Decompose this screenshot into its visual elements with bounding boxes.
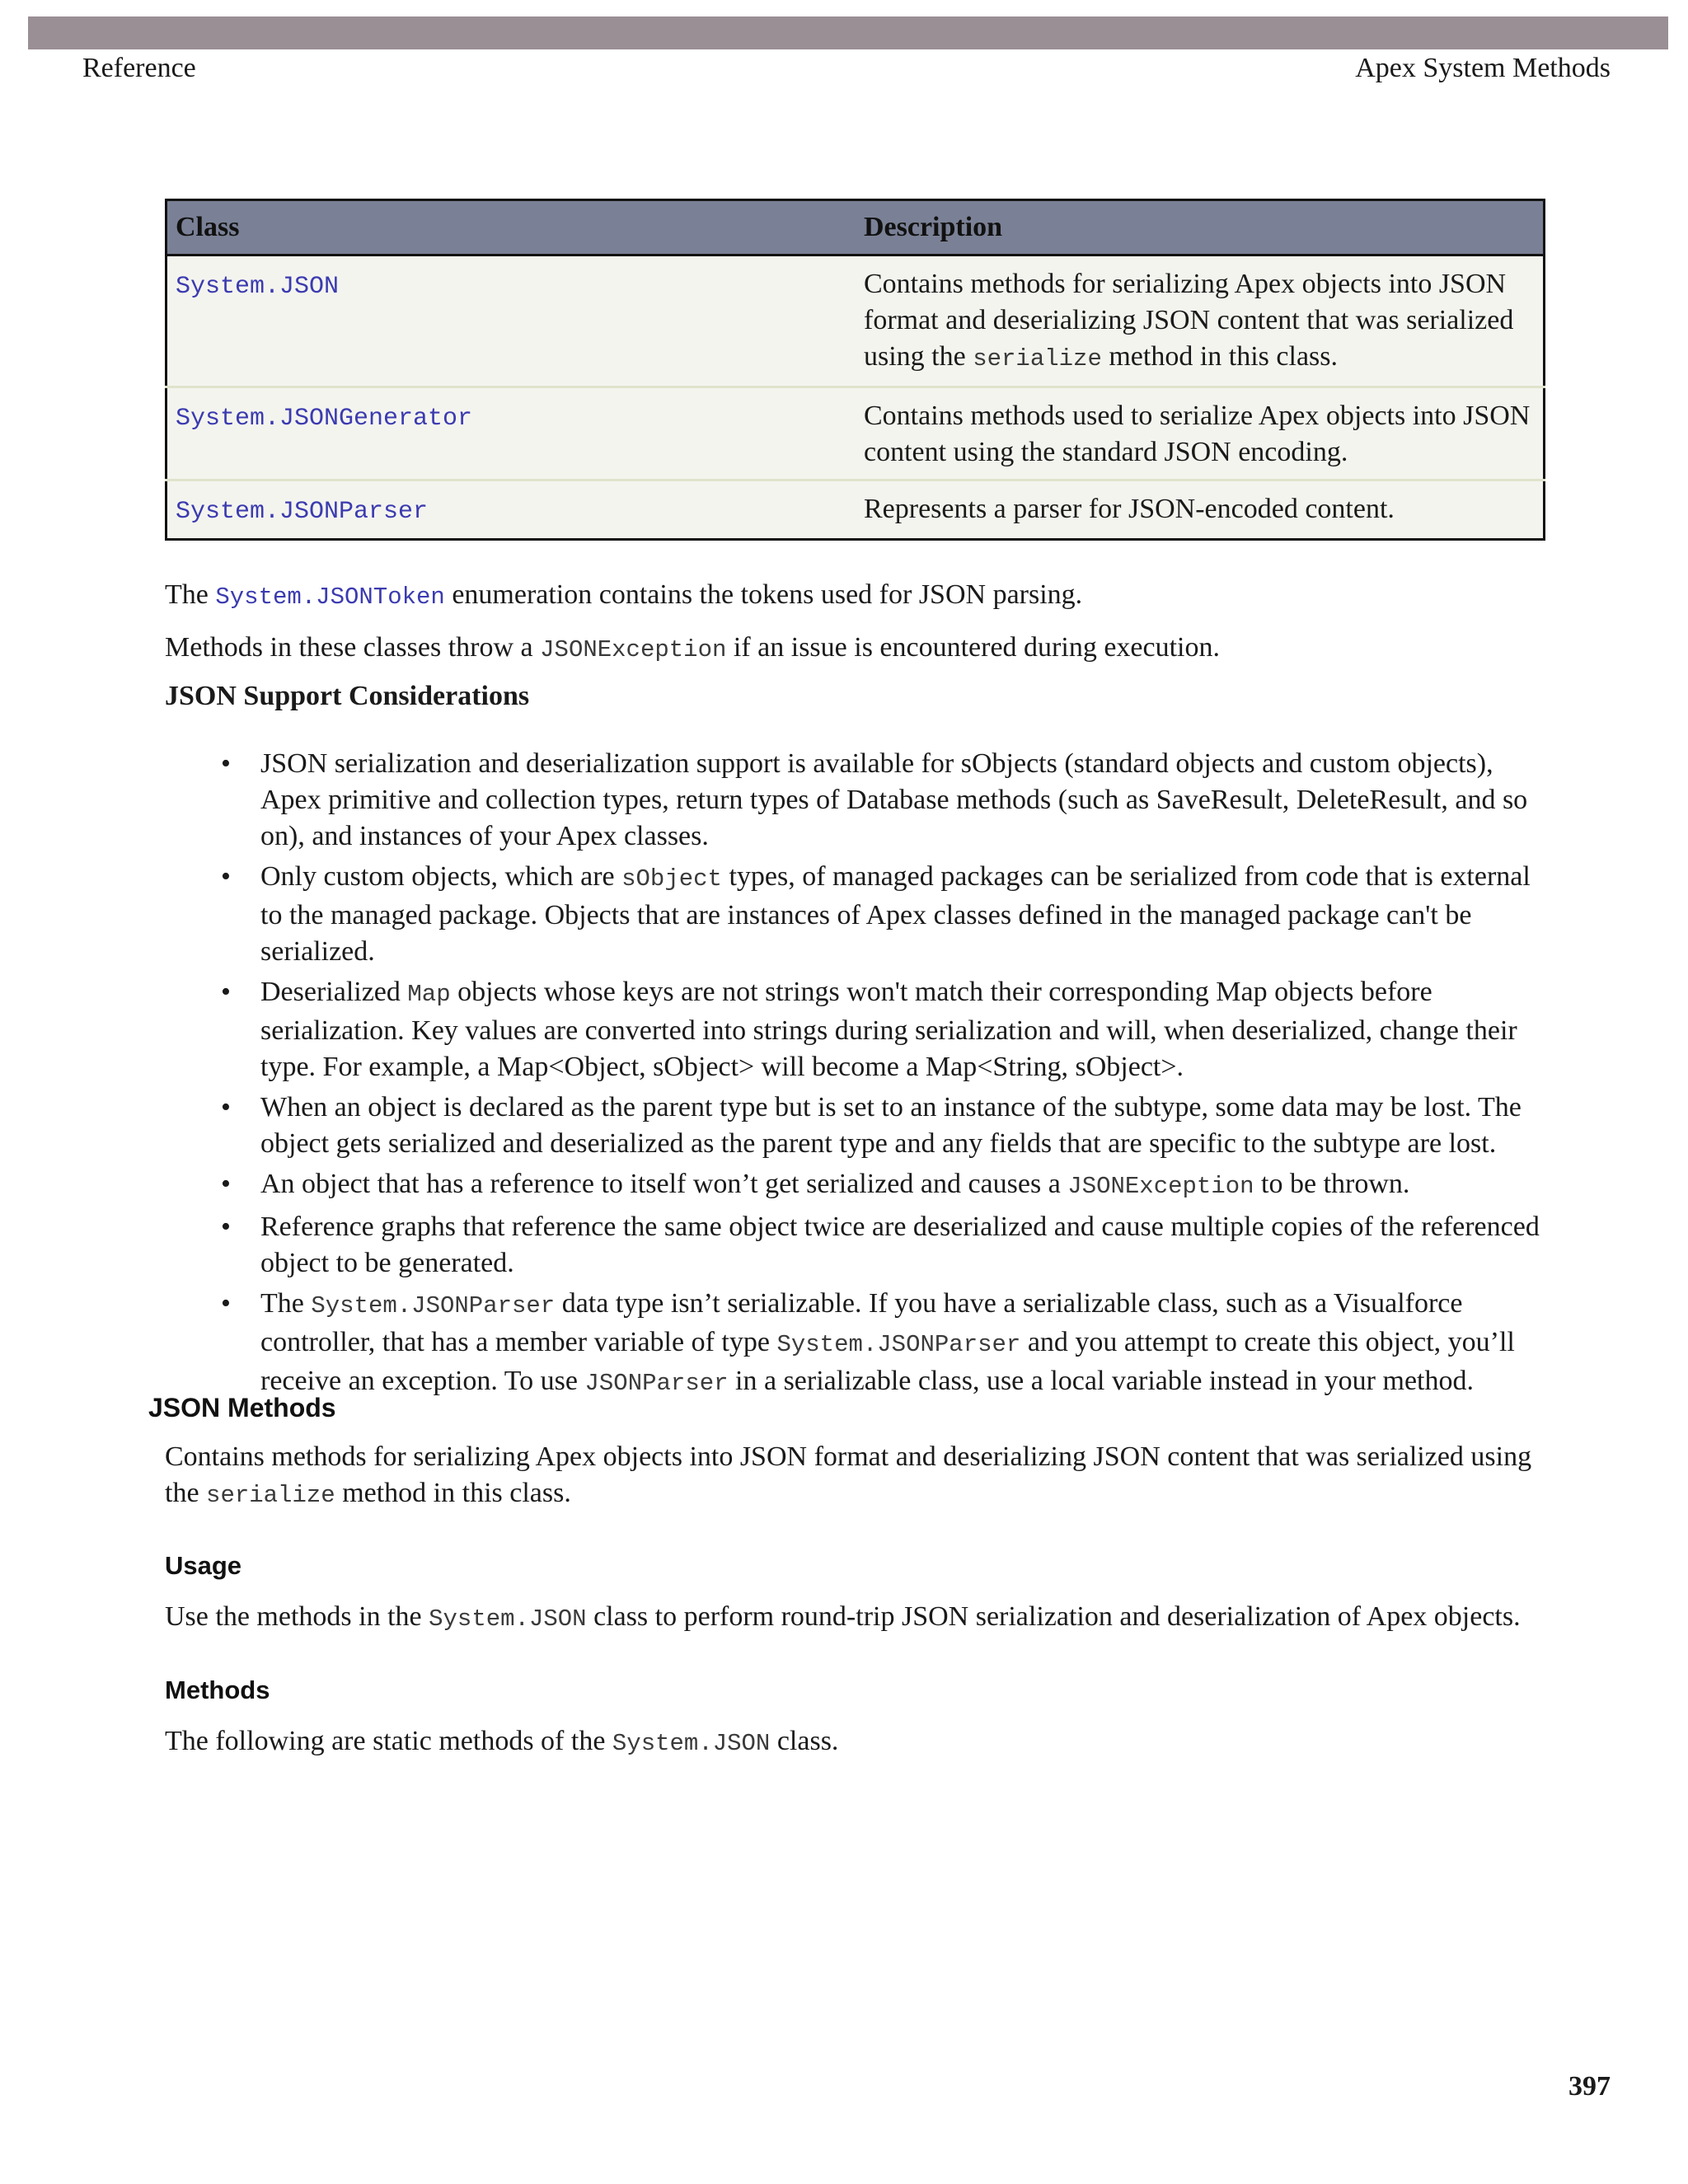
running-header-right: Apex System Methods xyxy=(1355,53,1611,83)
usage-paragraph xyxy=(165,1599,1550,1638)
list-item xyxy=(165,1209,1550,1282)
inline-code: serialize xyxy=(973,345,1102,373)
list-item xyxy=(165,1286,1550,1402)
text: to be thrown. xyxy=(1254,1169,1410,1199)
json-methods-description xyxy=(165,1439,1550,1514)
inline-code: JSONException xyxy=(1067,1173,1254,1200)
text: Contains methods for serializing Apex objects into JSON format and deserializing JSON content that was serialized using the xyxy=(165,1441,1532,1508)
list-item xyxy=(165,1090,1550,1162)
inline-code: sObject xyxy=(621,865,722,893)
jsontoken-paragraph xyxy=(165,577,1550,616)
description-text: method in this class. xyxy=(1101,341,1339,372)
text: in a serializable class, use a local variable instead in your method. xyxy=(728,1366,1474,1396)
table-header-row xyxy=(166,200,1545,255)
bullet-icon: • xyxy=(221,1092,231,1122)
class-link-json[interactable]: System.JSON xyxy=(176,273,340,301)
inline-code: System.JSONParser xyxy=(311,1292,556,1319)
inline-code: System.JSON xyxy=(429,1605,587,1633)
text: enumeration contains the tokens used for JSON parsing. xyxy=(444,579,1083,610)
table-row xyxy=(166,480,1545,540)
description-text: Contains methods for serializing Apex objects into JSON format and deserializing JSON content that was serialized using the xyxy=(864,269,1514,372)
inline-code: System.JSON xyxy=(612,1730,771,1757)
column-header-description: Description xyxy=(856,200,1545,255)
text: The xyxy=(165,579,216,610)
inline-code: serialize xyxy=(206,1482,335,1509)
class-cell xyxy=(166,480,856,540)
text: and you attempt to create this object, you’ll receive an exception. To use xyxy=(260,1327,1515,1396)
inline-code: JSONParser xyxy=(584,1370,729,1397)
text: Reference graphs that reference the same object twice are deserialized and cause multiple copies of the referenced object to be generated. xyxy=(260,1212,1540,1278)
exception-paragraph xyxy=(165,630,1550,668)
class-link-jsongenerator[interactable]: System.JSONGenerator xyxy=(176,405,473,433)
inline-code: JSONException xyxy=(540,636,727,663)
text: types, of managed packages can be serialized from code that is external to the managed package. Objects that are instances of Apex classes defined in the managed package can't be serialized. xyxy=(260,861,1531,967)
text: objects whose keys are not strings won't match their corresponding Map objects before serialization. Key values are converted into strings during serialization and will, when deserialized, change their type. For example, a Map<Object, sObject> will become a Map<String, sObject>. xyxy=(260,977,1517,1082)
text: The xyxy=(260,1288,312,1319)
description-cell: Contains methods used to serialize Apex objects into JSON content using the standard JSON encoding. xyxy=(856,387,1545,480)
table-row xyxy=(166,387,1545,480)
text: The following are static methods of the xyxy=(165,1726,612,1756)
text: An object that has a reference to itself won’t get serialized and causes a xyxy=(260,1169,1068,1199)
methods-heading: Methods xyxy=(165,1675,270,1704)
inline-code: Map xyxy=(407,981,451,1008)
running-header-left: Reference xyxy=(82,53,196,83)
text: Use the methods in the xyxy=(165,1601,429,1632)
class-link-jsonparser[interactable]: System.JSONParser xyxy=(176,498,429,526)
text: JSON serialization and deserialization support is available for sObjects (standard objects and custom objects), Apex primitive and collection types, return types of Database methods (such as SaveResult, DeleteResult, and so on), and instances of your Apex classes. xyxy=(260,748,1528,851)
json-methods-heading: JSON Methods xyxy=(148,1393,336,1422)
bullet-icon: • xyxy=(221,977,231,1007)
list-item xyxy=(165,859,1550,970)
text: Methods in these classes throw a xyxy=(165,632,541,663)
text: if an issue is encountered during execution. xyxy=(726,632,1220,663)
class-table xyxy=(165,199,1545,541)
text: class to perform round-trip JSON serialization and deserialization of Apex objects. xyxy=(586,1601,1521,1632)
text: Deserialized xyxy=(260,977,408,1007)
class-cell xyxy=(166,387,856,480)
description-cell xyxy=(856,255,1545,387)
bullet-icon: • xyxy=(221,861,231,892)
text: Only custom objects, which are xyxy=(260,861,622,892)
bullet-icon: • xyxy=(221,1288,231,1319)
text: method in this class. xyxy=(335,1478,571,1508)
inline-code: System.JSONParser xyxy=(776,1331,1021,1358)
list-item xyxy=(165,974,1550,1085)
text: data type isn’t serializable. If you have a serializable class, such as a Visualforce controller, that has a member variable of type xyxy=(260,1288,1463,1357)
methods-paragraph xyxy=(165,1723,1550,1762)
page-number: 397 xyxy=(1568,2071,1611,2102)
bullet-icon: • xyxy=(221,1169,231,1199)
description-cell: Represents a parser for JSON-encoded content. xyxy=(856,480,1545,540)
considerations-heading: JSON Support Considerations xyxy=(165,681,530,711)
list-item xyxy=(165,746,1550,855)
header-bar xyxy=(28,16,1668,49)
bullet-icon: • xyxy=(221,748,231,779)
considerations-list xyxy=(165,746,1550,1406)
table-row xyxy=(166,255,1545,387)
text: class. xyxy=(770,1726,839,1756)
bullet-icon: • xyxy=(221,1212,231,1242)
text: When an object is declared as the parent type but is set to an instance of the subtype, some data may be lost. The object gets serialized and deserialized as the parent type and any fields that are specific to the subtype are lost. xyxy=(260,1092,1522,1159)
list-item xyxy=(165,1166,1550,1205)
class-cell xyxy=(166,255,856,387)
jsontoken-link[interactable]: System.JSONToken xyxy=(215,583,445,611)
usage-heading: Usage xyxy=(165,1551,242,1580)
column-header-class: Class xyxy=(166,200,856,255)
